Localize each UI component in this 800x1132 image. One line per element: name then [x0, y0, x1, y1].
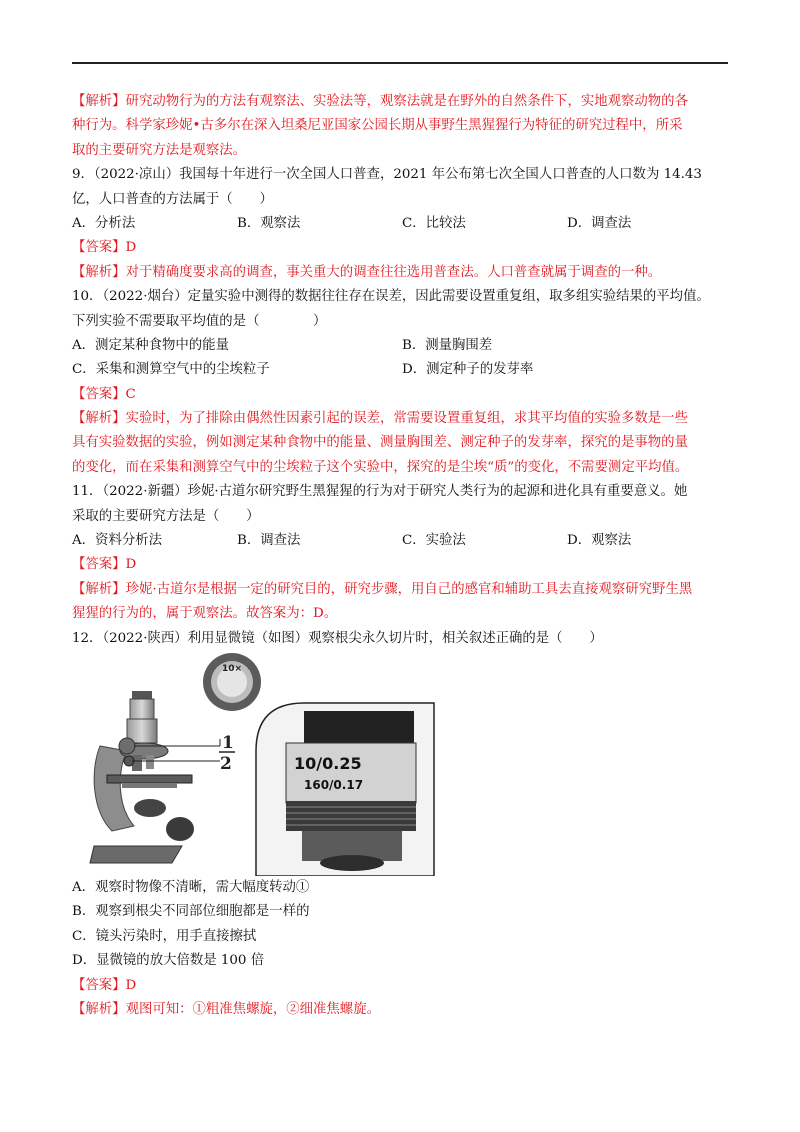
options-row	[72, 334, 732, 358]
option-d: D．观察法	[567, 533, 632, 549]
document-body	[72, 90, 732, 1022]
analysis-tag: 【解析】	[72, 411, 126, 427]
microscope-body	[90, 691, 194, 863]
header-rule	[72, 62, 728, 64]
options-row	[72, 358, 732, 382]
analysis-tag: 【解析】	[72, 94, 126, 109]
option-c: C．镜头污染时，用手直接擦拭	[72, 928, 257, 944]
analysis-line: 具有实验数据的实验，例如测定某种食物中的能量、测量胸围差、测定种子的发芽率，探究的是事物的量	[72, 435, 688, 451]
analysis-tag: 【解析】	[72, 581, 126, 597]
marker-2: 2	[220, 753, 232, 774]
analysis-line: 取的主要研究方法是观察法。	[72, 142, 247, 158]
option-b: B．测量胸围差	[402, 337, 493, 353]
option-a: A．观察时物像不清晰，需大幅度转动①	[72, 879, 310, 895]
question-stem: 12．（2022·陕西）利用显微镜（如图）观察根尖永久切片时，相关叙述正确的是（ ）	[72, 630, 603, 646]
answer: 【答案】D	[72, 977, 137, 993]
question-stem: 下列实验不需要取平均值的是（ ）	[72, 313, 327, 329]
options-row	[72, 529, 732, 553]
option-b: B．观察到根尖不同部位细胞都是一样的	[72, 904, 310, 920]
answer: 【答案】C	[72, 386, 136, 402]
eyepiece-inset	[203, 653, 261, 711]
microscope-illustration	[72, 651, 472, 876]
q8-analysis	[72, 90, 732, 163]
analysis-line: 的变化，而在采集和测算空气中的尘埃粒子这个实验中，探究的是尘埃“质”的变化，不需要测定平均值。	[72, 459, 689, 475]
options-row	[72, 212, 732, 236]
question-stem: 11．（2022·新疆）珍妮·古道尔研究野生黑猩猩的行为对于研究人类行为的起源和进化具有重要意义。她	[72, 484, 688, 500]
analysis-tag: 【解析】	[72, 264, 126, 280]
eyepiece-label: 10×	[221, 663, 243, 674]
question-stem: 亿，人口普查的方法属于（ ）	[72, 191, 273, 207]
option-a: A．分析法	[72, 215, 136, 231]
option-a: A．资料分析法	[72, 533, 163, 549]
question-12	[72, 627, 732, 1023]
option-d: D．测定种子的发芽率	[402, 362, 534, 378]
analysis-line: 种行为。科学家珍妮•古多尔在深入坦桑尼亚国家公园长期从事野生黑猩猩行为特征的研究过程中，所采	[72, 118, 683, 134]
analysis-line: 实验时，为了排除由偶然性因素引起的误差，常需要设置重复组，求其平均值的实验多数是一些	[125, 411, 688, 427]
question-9	[72, 163, 732, 285]
option-b: B．调查法	[237, 533, 301, 549]
option-b: B．观察法	[237, 215, 301, 231]
answer: 【答案】D	[72, 557, 137, 573]
analysis-line: 珍妮·古道尔是根据一定的研究目的，研究步骤，用自己的感官和辅助工具去直接观察研究野生黑	[125, 581, 693, 597]
analysis-line: 猩猩的行为的，属于观察法。故答案为：D。	[72, 606, 338, 622]
marker-1: 1	[222, 732, 234, 753]
question-10	[72, 285, 732, 480]
analysis-line: 对于精确度要求高的调查，事关重大的调查往往选用普查法。人口普查就属于调查的一种。	[125, 264, 662, 280]
analysis-tag: 【解析】	[72, 1001, 126, 1017]
answer: 【答案】D	[72, 240, 137, 256]
option-c: C．比较法	[402, 215, 466, 231]
objective-label-bottom: 160/0.17	[304, 777, 364, 792]
question-11	[72, 480, 732, 626]
objective-inset	[256, 703, 434, 876]
option-c: C．实验法	[402, 533, 466, 549]
option-a: A．测定某种食物中的能量	[72, 337, 229, 353]
question-stem: 10．（2022·烟台）定量实验中测得的数据往往存在误差，因此需要设置重复组，取多组实验结果的平均值。	[72, 289, 710, 305]
option-d: D．显微镜的放大倍数是 100 倍	[72, 953, 265, 969]
question-stem: 采取的主要研究方法是（ ）	[72, 508, 260, 524]
option-c: C．采集和测算空气中的尘埃粒子	[72, 362, 270, 378]
microscope-figure	[72, 651, 472, 876]
option-d: D．调查法	[567, 215, 632, 231]
question-stem: 9．（2022·凉山）我国每十年进行一次全国人口普查，2021 年公布第七次全国人口普查的人口数为 14.43	[72, 167, 702, 183]
objective-label-top: 10/0.25	[294, 753, 362, 773]
analysis-line: 观图可知：①粗准焦螺旋，②细准焦螺旋。	[125, 1001, 380, 1017]
analysis-line: 研究动物行为的方法有观察法、实验法等，观察法就是在野外的自然条件下，实地观察动物的各	[125, 94, 688, 109]
